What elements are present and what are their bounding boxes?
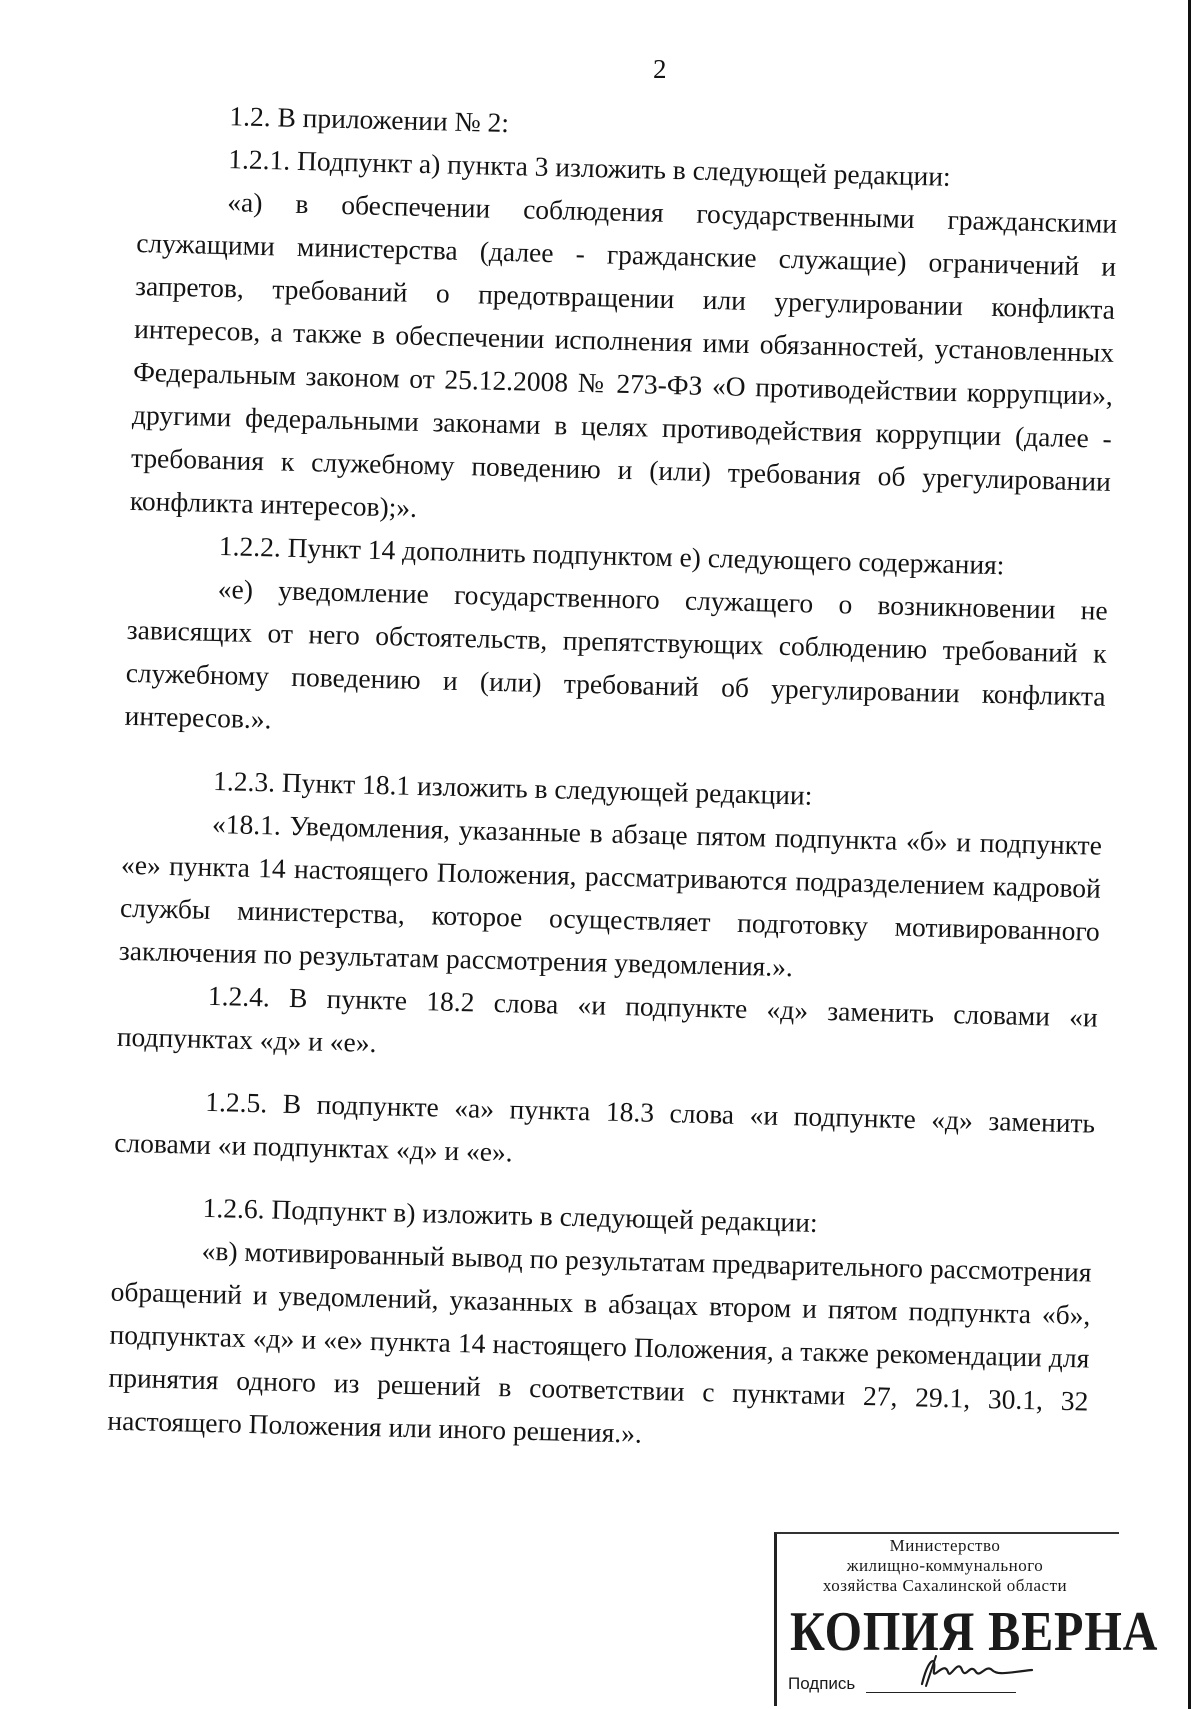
paragraph-1-2-2: 1.2.2. Пункт 14 дополнить подпунктом е) следующего содержания: [218, 530, 1005, 581]
stamp-ministry: Министерство [889, 1536, 1001, 1555]
paragraph-1-2-3: 1.2.3. Пункт 18.1 изложить в следующей редакции: [212, 764, 813, 811]
copy-certified-stamp [774, 1532, 1159, 1704]
paragraph-1-2-1-text: «а) в обеспечении соблюдения государственными гражданскими служащими министерства (далее - гражданские служащие) ограничений и запретов, требований о предотвращении или урегулировании конфликта интересов, а также в обеспечении исполнения ими обязанностей, установленных Федеральным законом от 25.12.2008 № 273-ФЗ «О противодействии коррупции», другими федеральными законами в целях противодействия коррупции (далее - требования к служебному поведению и (или) требования об урегулировании конфликта интересов);». [129, 186, 1118, 523]
paragraph-1-2-6: 1.2.6. Подпункт в) изложить в следующей редакции: [202, 1191, 818, 1238]
paragraph-1-2-5: 1.2.5. В подпункте «а» пункта 18.3 слова «и подпункте «д» заменить словами «и подпунктах «д» и «е». [113, 1085, 1096, 1168]
stamp-ministry-department: жилищно-коммунального [846, 1556, 1044, 1575]
stamp-region: хозяйства Сахалинской области [822, 1576, 1068, 1595]
paragraph-1-2-1: 1.2.1. Подпункт а) пункта 3 изложить в следующей редакции: [228, 143, 952, 192]
stamp-signature-label: Подпись [788, 1674, 856, 1693]
stamp-signature-line [866, 1692, 1016, 1693]
paragraph-1-2-6-text: «в) мотивированный вывод по результатам предварительного рассмотрения обращений и уведомлений, указанных в абзацах втором и пятом подпункта «б», подпунктах «д» и «е» пункта 14 настоящего Положения, а также рекомендации для принятия одного из решений в соответствии с пунктами 27, 29.1, 30.1, 32 настоящего Положения или иного решения.». [107, 1234, 1092, 1449]
handwritten-signature [914, 1650, 1034, 1690]
paragraph-1-2-2-text: «е) уведомление государственного служащего о возникновении не зависящих от него обстоятельств, препятствующих соблюдению требований к служебному поведению и (или) требований об урегулировании конфликта интересов.». [124, 573, 1109, 735]
document-body [107, 92, 1120, 1466]
paragraph-1-2: 1.2. В приложении № 2: [229, 100, 510, 139]
page-number: 2 [653, 54, 667, 84]
paragraph-1-2-4: 1.2.4. В пункте 18.2 слова «и подпункте «д» заменить словами «и подпунктах «д» и «е». [116, 979, 1099, 1059]
paragraph-1-2-3-text: «18.1. Уведомления, указанные в абзаце пятом подпункта «б» и подпункте «е» пункта 14 настоящего Положения, рассматриваются подразделением кадровой службы министерства, которое осуществляет подготовку мотивированного заключения по результатам рассмотрения уведомления.». [118, 807, 1103, 983]
stamp-copy-verified: КОПИЯ ВЕРНА [790, 1601, 1159, 1663]
